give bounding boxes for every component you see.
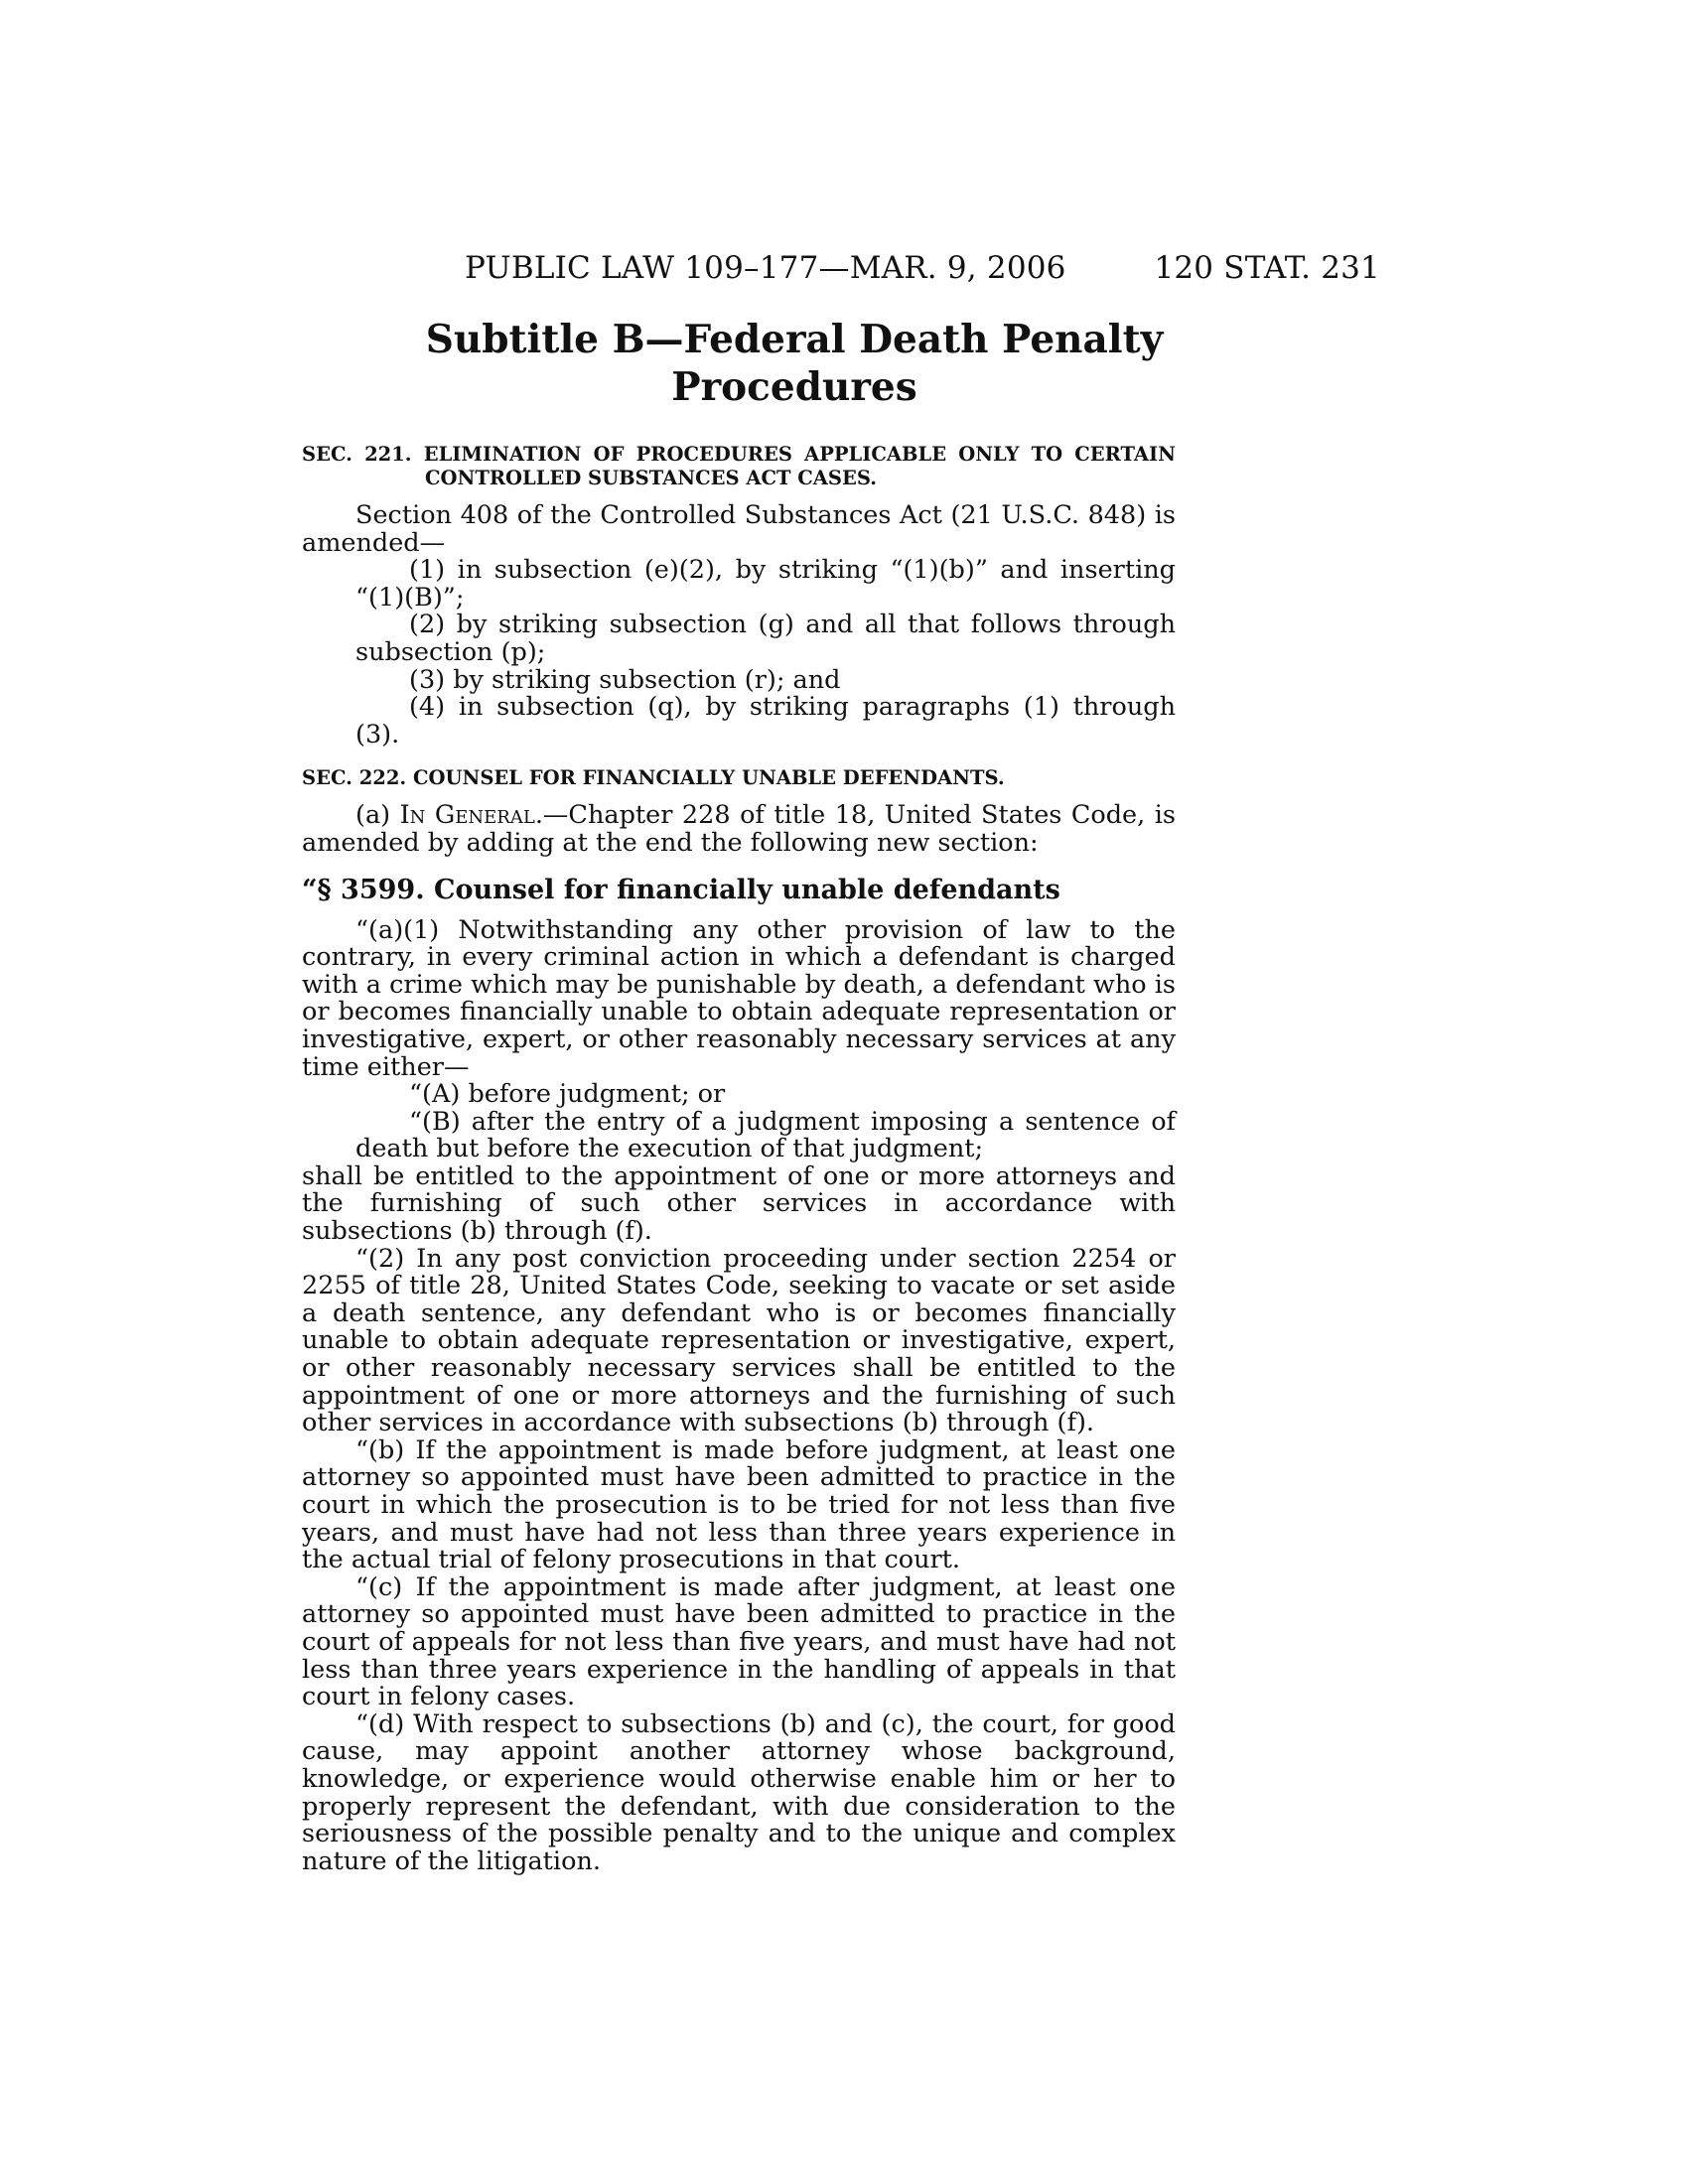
subsection-d: “(d) With respect to subsections (b) and (c), the court, for good cause, may appoint another attorney whose background, knowledge, or experience would otherwise enable him or her to properly represent the defendant, with due consideration to the seriousness of the possible penalty and to the unique and complex nature of the litigation. (302, 1708, 1176, 1876)
subtitle-heading-line2: Procedures (671, 364, 917, 410)
section-222-intro (302, 802, 1176, 857)
page-header (298, 250, 1380, 290)
new-section-3599-heading: “§ 3599. Counsel for financially unable defendants (302, 874, 1060, 905)
page-number: 120 STAT. 231 (1154, 250, 1380, 286)
subtitle-heading (298, 316, 1291, 411)
section-221-item: (2) by striking subsection (g) and all that follows through subsection (p); (355, 610, 1176, 667)
intro-heading: In General (399, 800, 535, 831)
section-221-intro: Section 408 of the Controlled Substances Act (21 U.S.C. 848) is amended— (302, 500, 1176, 558)
section-221-heading: SEC. 221. ELIMINATION OF PROCEDURES APPLICABLE ONLY TO CERTAIN CONTROLLED SUBSTANCES ACT CASES. (302, 443, 1176, 489)
section-221-item: (1) in subsection (e)(2), by striking “(1)(b)” and inserting “(1)(B)”; (355, 555, 1176, 613)
intro-text: .—Chapter 228 of title 18, United States Code, is amended by adding at the end the following new section: (302, 800, 1176, 858)
subtitle-heading-line1: Subtitle B—Federal Death Penalty (425, 317, 1164, 362)
subsection-c: “(c) If the appointment is made after judgment, at least one attorney so appointed must have been admitted to practice in the court of appeals for not less than five years, and must have had not less than three years experience in the handling of appeals in that court in felony cases. (302, 1571, 1176, 1712)
section-221-item: (4) in subsection (q), by striking paragraphs (1) through (3). (355, 692, 1176, 750)
paragraph-a2: “(2) In any post conviction proceeding under section 2254 or 2255 of title 28, United States Code, seeking to vacate or set aside a death sentence, any defendant who is or becomes financially unable to obtain adequate representation or investigative, expert, or other reasonably necessary services shall be entitled to the appointment of one or more attorneys and the furnishing of such other services in accordance with subsections (b) through (f). (302, 1243, 1176, 1438)
intro-label: (a) (355, 800, 400, 831)
paragraph-a1: “(a)(1) Notwithstanding any other provision of law to the contrary, in every criminal action in which a defendant is charged with a crime which may be punishable by death, a defendant who is or becomes financially unable to obtain adequate representation or investigative, expert, or other reasonably necessary services at any time either— (302, 914, 1176, 1082)
paragraph-a1-tail: shall be entitled to the appointment of one or more attorneys and the furnishing of such other services in accordance with subsections (b) through (f). (302, 1160, 1176, 1247)
running-head: PUBLIC LAW 109–177—MAR. 9, 2006 (465, 250, 1066, 286)
subparagraph-a1-B: “(B) after the entry of a judgment imposing a sentence of death but before the execution of that judgment; (355, 1106, 1176, 1164)
subsection-b: “(b) If the appointment is made before judgment, at least one attorney so appointed must have been admitted to practice in the court in which the prosecution is to be tried for not less than five years, and must have had not less than three years experience in the actual trial of felony prosecutions in that court. (302, 1434, 1176, 1575)
section-221-item: (3) by striking subsection (r); and (409, 664, 841, 695)
body-text (302, 443, 1176, 1875)
subparagraph-a1-A: “(A) before judgment; or (409, 1079, 726, 1110)
section-222-heading: SEC. 222. COUNSEL FOR FINANCIALLY UNABLE DEFENDANTS. (302, 766, 1005, 790)
